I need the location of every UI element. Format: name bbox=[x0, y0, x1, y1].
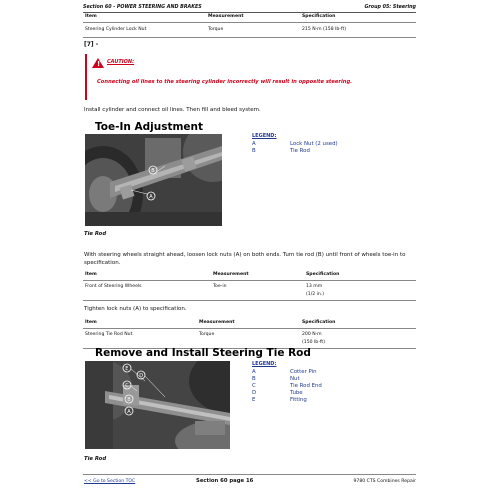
legend-key: D bbox=[252, 390, 257, 396]
tighten-instruction: Tighten lock nuts (A) to specification. bbox=[84, 306, 187, 312]
table-header-measurement: Measurement bbox=[208, 14, 244, 19]
table-header-specification: Specification bbox=[302, 320, 336, 325]
caution-box bbox=[85, 54, 409, 100]
legend-row bbox=[252, 369, 402, 376]
table-header-specification: Specification bbox=[302, 14, 336, 19]
table-cell-item: Steering Tie Rod Nut bbox=[85, 332, 133, 337]
table-header-item: Item bbox=[85, 320, 97, 325]
table-cell-specification: 200 N·m bbox=[302, 332, 322, 337]
footer-divider bbox=[83, 474, 416, 475]
svg-text:A: A bbox=[149, 193, 153, 200]
toe-in-photo-caption: Tie Rod bbox=[84, 231, 107, 237]
svg-text:B: B bbox=[127, 396, 131, 403]
tie-rod-removal-legend bbox=[252, 361, 402, 405]
legend-key: E bbox=[252, 397, 256, 403]
tie-rod-illustration bbox=[85, 134, 222, 226]
tie-rod-removal-caption: Tie Rod bbox=[84, 456, 107, 462]
table-divider bbox=[83, 328, 416, 329]
legend-title: LEGEND: bbox=[252, 361, 277, 367]
table-cell-measurement: Toe-in bbox=[213, 284, 227, 289]
table-cell-item: Steering Cylinder Lock Nut bbox=[85, 27, 147, 32]
table-header-measurement: Measurement bbox=[199, 320, 235, 325]
legend-value: Tie Rod End bbox=[290, 383, 322, 389]
table-cell-item: Front of Steering Wheels bbox=[85, 284, 142, 289]
svg-text:A: A bbox=[127, 408, 131, 415]
install-instruction: Install cylinder and connect oil lines. Then fill and bleed system. bbox=[84, 107, 261, 113]
table-header-specification: Specification bbox=[306, 272, 340, 277]
table-header-item: Item bbox=[85, 14, 97, 19]
table-divider bbox=[83, 280, 416, 281]
table-divider bbox=[83, 22, 416, 23]
legend-row bbox=[252, 148, 402, 155]
toe-in-photo bbox=[85, 134, 222, 226]
table-cell-measurement: Torque bbox=[208, 27, 224, 32]
remove-tie-rod-heading: Remove and Install Steering Tie Rod bbox=[95, 347, 311, 359]
legend-key: B bbox=[252, 376, 256, 382]
legend-key: A bbox=[252, 141, 256, 147]
toe-in-heading: Toe-In Adjustment bbox=[95, 121, 204, 133]
table-divider bbox=[83, 37, 416, 38]
table-divider bbox=[83, 300, 416, 301]
table-cell-specification-alt: (150 lb-ft) bbox=[302, 340, 326, 345]
legend-value: Lock Nut (2 used) bbox=[290, 141, 338, 147]
caution-text: Connecting oil lines to the steering cylinder incorrectly will result in opposite steering. bbox=[97, 79, 353, 85]
legend-value: Fitting bbox=[290, 397, 307, 403]
legend-value: Nut bbox=[290, 376, 300, 382]
tie-rod-removal-illustration bbox=[85, 361, 230, 449]
footer-page-label: Section 60 page 16 bbox=[196, 478, 254, 484]
legend-row bbox=[252, 141, 402, 148]
table-cell-specification-alt: (1/2 in.) bbox=[306, 292, 325, 297]
footer-manual-title: 9780 CTS Combines Repair bbox=[353, 479, 416, 484]
header-group-title: Group 05: Steering bbox=[364, 5, 416, 10]
caution-label: CAUTION: bbox=[107, 59, 135, 65]
legend-key: B bbox=[252, 148, 256, 154]
legend-key: A bbox=[252, 369, 256, 375]
toe-in-legend bbox=[252, 133, 402, 163]
legend-row bbox=[252, 376, 402, 383]
legend-value: Cotter Pin bbox=[290, 369, 317, 375]
svg-text:B: B bbox=[151, 167, 155, 174]
svg-text:D: D bbox=[139, 372, 144, 379]
table-cell-specification: 13 mm bbox=[306, 284, 323, 289]
legend-key: C bbox=[252, 383, 256, 389]
legend-value: Tube bbox=[290, 390, 303, 396]
toe-in-instruction: With steering wheels straight ahead, loosen lock nuts (A) on both ends. Turn tie rod (B) until front of wheels toe-in to specification. bbox=[84, 252, 406, 266]
warning-icon: ! bbox=[92, 58, 104, 68]
page-header bbox=[83, 4, 416, 13]
step-marker: [7] - bbox=[84, 41, 99, 48]
legend-row bbox=[252, 390, 402, 397]
legend-row bbox=[252, 383, 402, 390]
legend-value: Tie Rod bbox=[290, 148, 310, 154]
legend-title: LEGEND: bbox=[252, 133, 277, 139]
header-section-title: Section 60 - POWER STEERING AND BRAKES bbox=[83, 5, 202, 10]
legend-row bbox=[252, 397, 402, 404]
svg-text:E: E bbox=[125, 365, 129, 372]
section-toc-link[interactable]: << Go to Section TOC bbox=[84, 479, 136, 484]
table-header-item: Item bbox=[85, 272, 97, 277]
tie-rod-removal-photo bbox=[85, 361, 230, 449]
table-cell-specification: 215 N·m (158 lb-ft) bbox=[302, 27, 347, 32]
table-header-measurement: Measurement bbox=[213, 272, 249, 277]
svg-text:C: C bbox=[125, 382, 129, 389]
table-cell-measurement: Torque bbox=[199, 332, 215, 337]
